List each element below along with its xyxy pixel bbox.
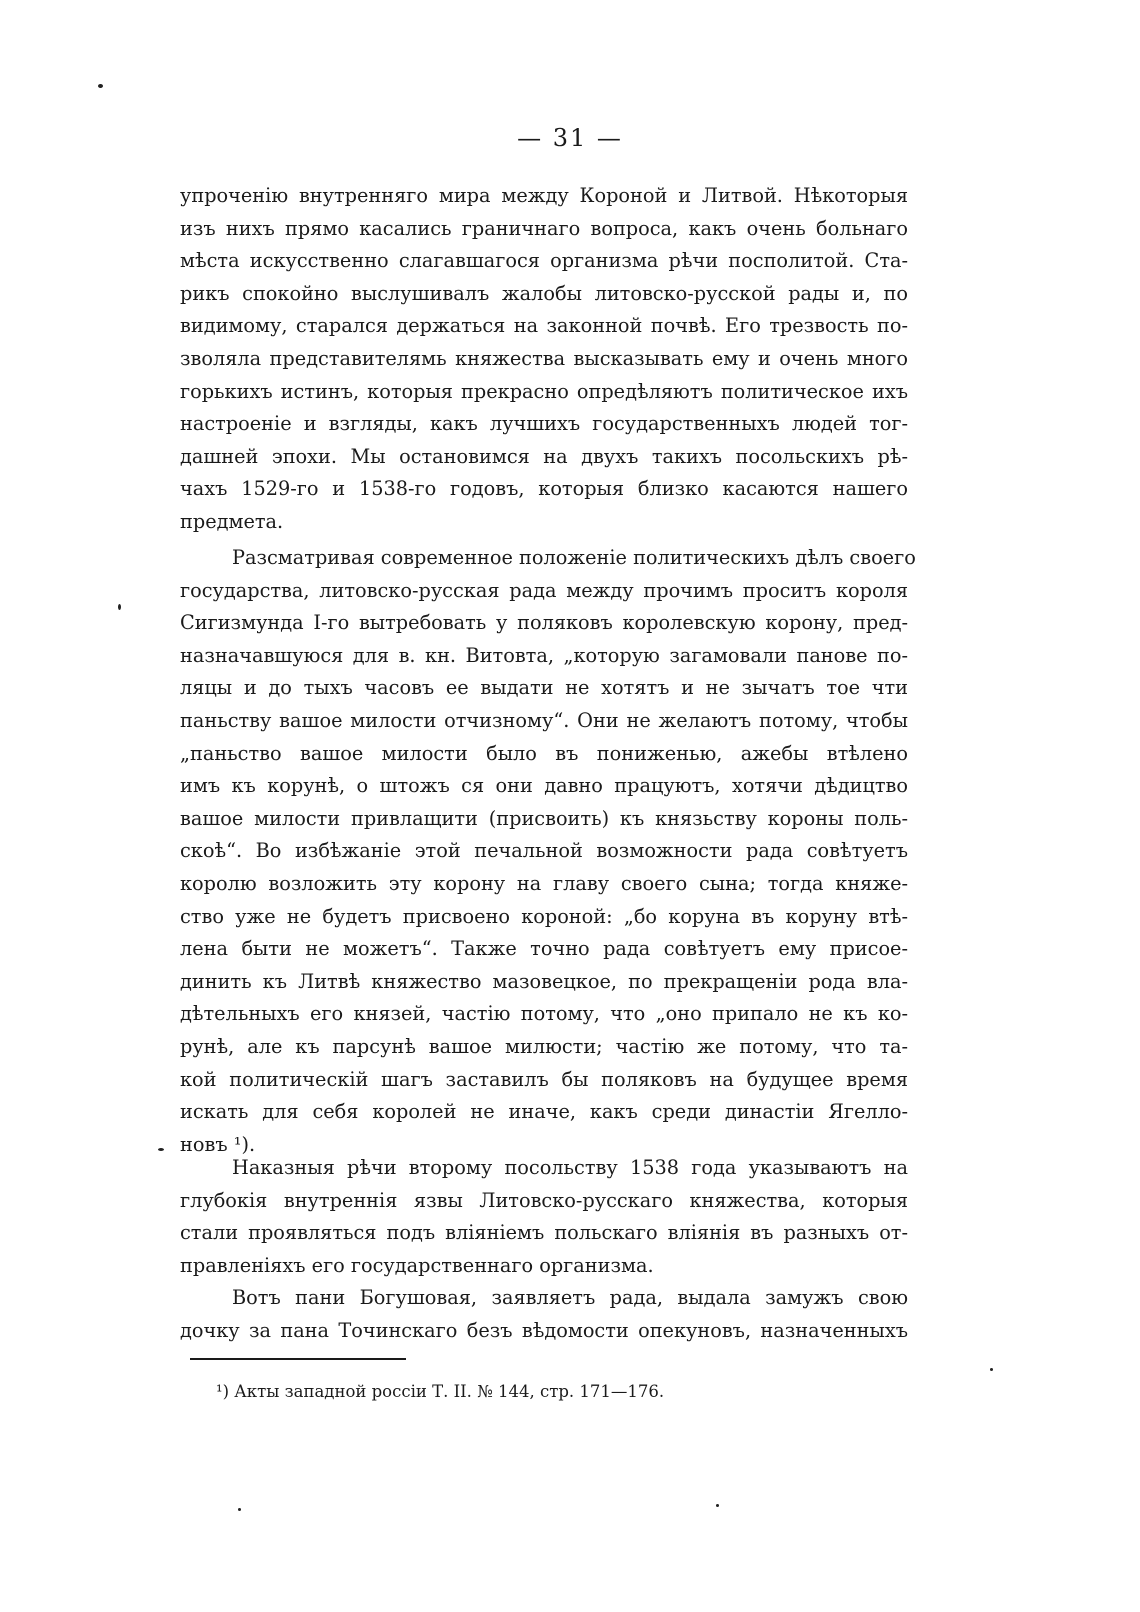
text-line: Сигизмунда I-го вытребовать у поляковъ королевскую корону, пред- (180, 611, 908, 635)
text-line: дѣтельныхъ его князей, частію потому, что „оно припало не къ ко- (180, 1002, 908, 1026)
page-number: — 31 — (517, 124, 623, 152)
text-line: ство уже не будетъ присвоено короной: „бо коруна въ коруну втѣ- (180, 904, 908, 928)
text-line: Вотъ пани Богушовая, заявляетъ рада, выдала замужъ свою (232, 1286, 908, 1309)
text-line: рунѣ, але къ парсунѣ вашое милюсти; частію же потому, что та- (180, 1034, 908, 1058)
text-line: правленіяхъ его государственнаго организма. (180, 1253, 654, 1277)
scan-speck (990, 1368, 993, 1371)
text-line: изъ нихъ прямо касались граничнаго вопроса, какъ очень больнаго (180, 216, 908, 240)
text-line: государства, литовско-русская рада между прочимъ проситъ короля (180, 578, 908, 602)
text-line: чахъ 1529-го и 1538-го годовъ, которыя близко касаются нашего (180, 477, 908, 501)
text-line: Наказныя рѣчи второму посольству 1538 года указываютъ на (232, 1156, 908, 1179)
text-line: рикъ спокойно выслушивалъ жалобы литовско-русской рады и, по (180, 281, 908, 305)
text-line: горькихъ истинъ, которыя прекрасно опредѣляютъ политическое ихъ (180, 379, 908, 403)
footnote-divider (190, 1358, 406, 1360)
scan-speck (118, 604, 121, 610)
scan-speck (158, 1148, 164, 1151)
text-line: дашней эпохи. Мы остановимся на двухъ такихъ посольскихъ рѣ- (180, 444, 908, 468)
text-line: настроеніе и взгляды, какъ лучшихъ государственныхъ людей тог- (180, 412, 908, 436)
text-line: Разсматривая современное положеніе политическихъ дѣлъ своего (232, 546, 916, 569)
text-line: королю возложить эту корону на главу своего сына; тогда княже- (180, 871, 908, 895)
text-line: зволяла представителямь княжества высказывать ему и очень много (180, 346, 908, 370)
text-line: „паньство вашое милости было въ пониженью, ажебы втѣлено (180, 741, 908, 765)
text-line: лена быти не можетъ“. Также точно рада совѣтуетъ ему присое- (180, 937, 908, 961)
text-line: ляцы и до тыхъ часовъ ее выдати не хотятъ и не зычатъ тое чти (180, 676, 908, 700)
text-line: вашое милости привлащити (присвоить) къ князьству короны поль- (180, 806, 908, 830)
text-line: мѣста искусственно слагавшагося организма рѣчи посполитой. Ста- (180, 249, 908, 273)
paragraph-3 (180, 1152, 908, 1282)
text-line: искать для себя королей не иначе, какъ среди династіи Ягелло- (180, 1100, 908, 1124)
text-line: стали проявляться подъ вліяніемъ польскаго вліянія въ разныхъ от- (180, 1221, 908, 1245)
text-line: видимому, старался держаться на законной почвѣ. Его трезвость по- (180, 314, 908, 338)
scan-speck (98, 84, 103, 88)
text-line: предмета. (180, 509, 284, 533)
text-line: динить къ Литвѣ княжество мазовецкое, по прекращеніи рода вла- (180, 969, 908, 993)
scan-speck (238, 1508, 241, 1511)
text-line: имъ къ корунѣ, о штожъ ся они давно працуютъ, хотячи дѣдицтво (180, 774, 908, 798)
text-line: упроченію внутренняго мира между Короной и Литвой. Нѣкоторыя (180, 184, 908, 207)
text-line: паньству вашое милости отчизному“. Они не желаютъ потому, чтобы (180, 708, 908, 732)
text-line: скоѣ“. Во избѣжаніе этой печальной возможности рада совѣтуетъ (180, 839, 908, 863)
paragraph-2 (180, 542, 916, 1161)
text-line: назначавшуюся для в. кн. Витовта, „которую загамовали панове по- (180, 643, 908, 667)
paragraph-4 (180, 1282, 908, 1347)
text-line: дочку за пана Точинскаго безъ вѣдомости опекуновъ, назначенныхъ (180, 1318, 908, 1342)
footnote: ¹) Акты западной россіи Т. II. № 144, стр. 171—176. (216, 1382, 665, 1401)
paragraph-1 (180, 180, 908, 539)
scan-speck (716, 1504, 719, 1507)
text-line: кой политическій шагъ заставилъ бы поляковъ на будущее время (180, 1067, 908, 1091)
text-line: глубокія внутреннія язвы Литовско-русскаго княжества, которыя (180, 1188, 908, 1212)
text-line: новъ ¹). (180, 1132, 256, 1156)
